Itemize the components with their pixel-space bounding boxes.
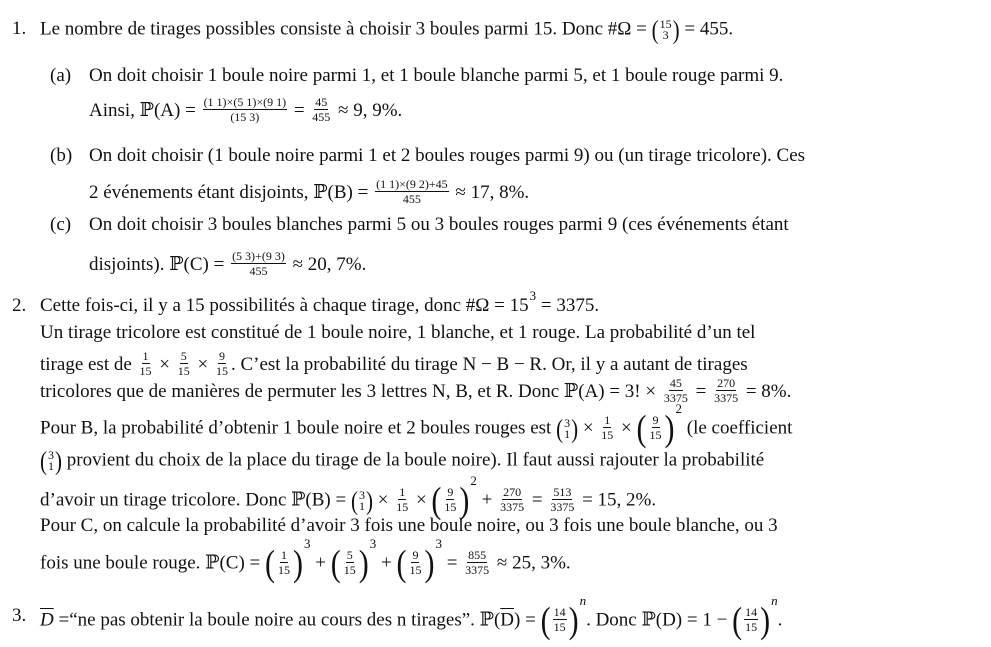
q2-line4: tricolores que de manières de permuter les 3 lettres N, B, et R. Donc ℙ(A) = 3! × $\frac{45}{3375}$ = $\frac{270}{3375}$ = 8%.: [40, 376, 792, 405]
q1c-prefix: disjoints). ℙ(C) =: [89, 253, 225, 275]
q1b-result: ≈ 17, 8%.: [455, 181, 530, 203]
q3-number: 3.: [12, 605, 27, 626]
q1c-line1: [89, 215, 977, 237]
q1b-text1: On doit choisir (1 boule noire parmi 1 et 2 boules rouges parmi 9) ou (un tirage tricolore). Ces: [89, 145, 806, 166]
q1a-line2: Ainsi, ℙ(A) = $\frac{(1 1)\times(5 1)\times(9 1)}{(15 3)}$ = $\frac{45}{455}$ ≈ 9, 9%.: [89, 95, 403, 124]
q2-line1: Cette fois-ci, il y a 15 possibilités à chaque tirage, donc #Ω = $15^3 = 3375$.: [40, 288, 600, 316]
binom-15-3: ( 15 3 ): [651, 14, 680, 45]
q2-number: 2.: [12, 295, 27, 316]
q2-line6: ( 3 1 ) provient du choix de la place du tirage de la boule noire). Il faut aussi rajouter la probabilité: [40, 445, 765, 476]
q1a-fraction: $\frac{(1 1)\times(5 1)\times(9 1)}{(15 3)}$: [203, 95, 287, 124]
q1a-line1: [89, 66, 977, 88]
q1c-result: ≈ 20, 7%.: [292, 253, 367, 275]
q1-main: Le nombre de tirages possibles consiste à choisir 3 boules parmi 15. Donc #Ω =: [40, 18, 652, 40]
q1b-line2: [89, 177, 530, 206]
q2-line2: Un tirage tricolore est constitué de 1 boule noire, 1 blanche, et 1 rouge. La probabilité d’un tel: [40, 322, 756, 343]
q1b-prefix: 2 événements étant disjoints, ℙ(B) =: [89, 181, 369, 203]
q2-line3: tirage est de $\frac{1}{15}$ × $\frac{5}{15}$ × $\frac{9}{15}$ . C’est la probabilité du tirage N − B − R. Or, il y a autant de tirages: [40, 349, 748, 378]
q1-number: 1.: [12, 18, 27, 39]
q1-eq: = 455.: [684, 18, 734, 40]
q1b-line1: [89, 146, 977, 168]
q1c-fraction: $\frac{(5 3)+(9 3)}{455}$: [232, 249, 285, 278]
q1a-fraction2: $\frac{45}{455}$: [312, 95, 331, 124]
q2-line8: Pour C, on calcule la probabilité d’avoir 3 fois une boule noire, ou 3 fois une boule blanche, ou 3: [40, 515, 778, 536]
q1a-text1: On doit choisir 1 boule noire parmi 1, et 1 boule blanche parmi 5, et 1 boule rouge parmi 9.: [89, 65, 784, 86]
q1-text: [40, 14, 734, 45]
q1c-label: (c): [50, 214, 72, 235]
q1c-text1: On doit choisir 3 boules blanches parmi 5 ou 3 boules rouges parmi 9 (ces événements étant: [89, 214, 789, 235]
q1b-fraction: $\frac{(1 1)\times(9 2)+45}{455}$: [376, 177, 448, 206]
q2-line5: Pour B, la probabilité d’obtenir 1 boule noire et 2 boules rouges est ( 3 1 ) × $\frac{1}{15}$ × ( 9 15 ) $^2$ (le coefficient: [40, 401, 793, 449]
q3-line: $\overline{D}$ =“ne pas obtenir la boule noire au cours des n tirages”. $ℙ(\overline{D})$ = ( 14 15 ) $^n$. Donc ℙ(D) = 1 − ( 14 15 ) $^n$.: [40, 593, 783, 641]
q1a-prefix: Ainsi, ℙ(A) =: [89, 99, 196, 121]
q1b-label: (b): [50, 145, 73, 166]
q1c-line2: [89, 249, 367, 278]
q2-line7: d’avoir un tirage tricolore. Donc ℙ(B) = ( 3 1 ) × $\frac{1}{15}$ × ( 9 15 ) $^2$ + $\frac{270}{3375}$ = $\frac{513}{3375}$ = 15, 2%.: [40, 473, 657, 521]
q1a-label: (a): [50, 65, 72, 86]
q1a-result: ≈ 9, 9%.: [338, 99, 403, 121]
q2-line9: fois une boule rouge. ℙ(C) = ( 1 15 ) $^3$ + ( 5 15 ) $^3$ + ( 9 15 ) $^3$ = $\frac{855}{3375}$ ≈ 25, 3%.: [40, 536, 571, 584]
